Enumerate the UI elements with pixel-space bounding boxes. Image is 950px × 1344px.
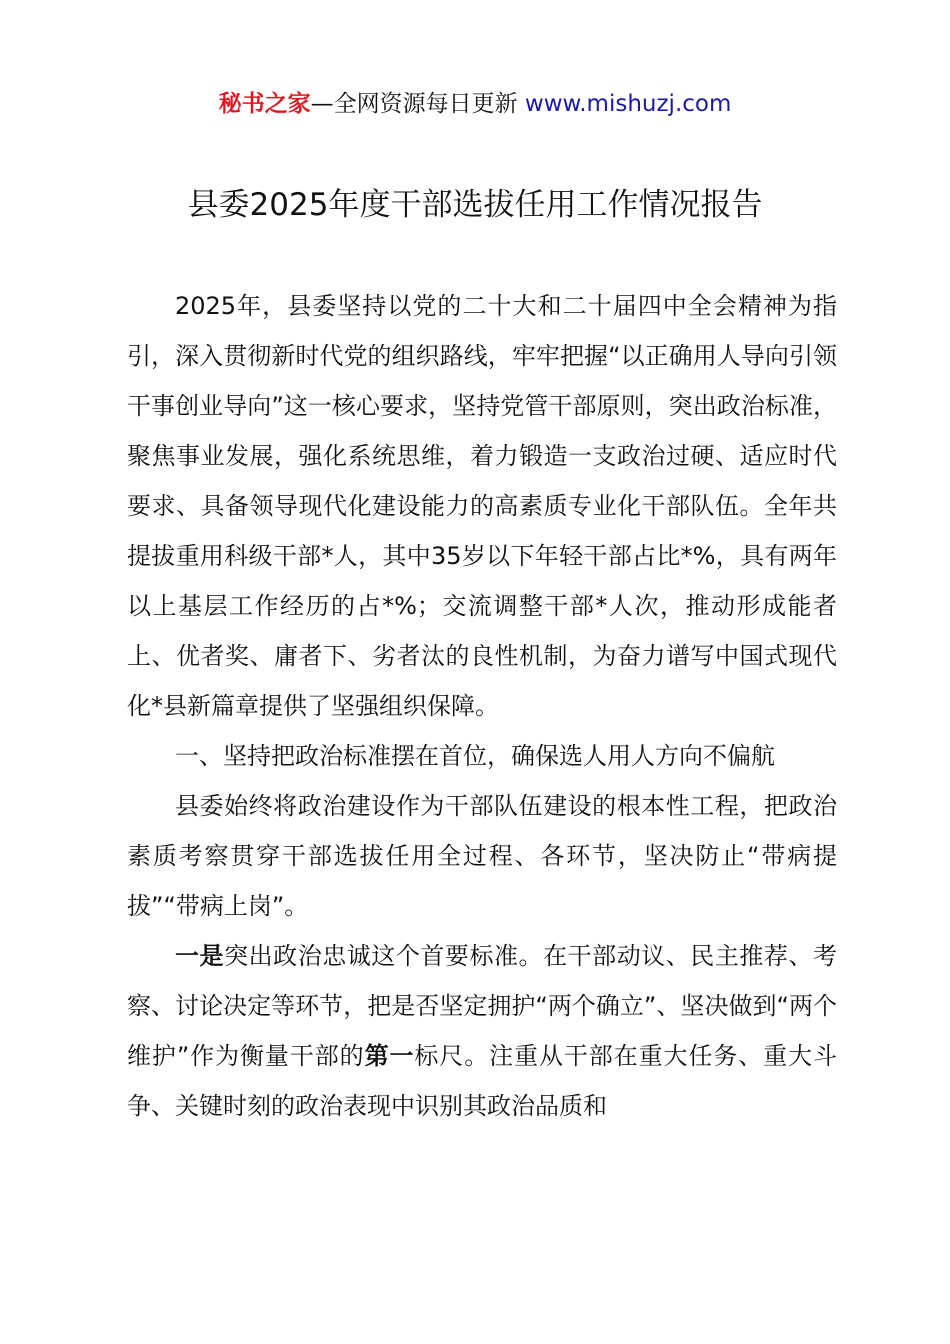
document-body xyxy=(127,281,837,1131)
document-title: 县委2025年度干部选拔任用工作情况报告 xyxy=(187,187,763,223)
site-url-link[interactable]: www.mishuzj.com xyxy=(524,91,732,117)
point-1-emphasis: 第一 xyxy=(364,1042,415,1070)
section-1-paragraph: 县委始终将政治建设作为干部队伍建设的根本性工程，把政治素质考察贯穿干部选拔任用全过程、各环节，坚决防止“带病提拔”“带病上岗”。 xyxy=(127,792,837,920)
brand-name: 秘书之家 xyxy=(218,91,311,117)
point-1-text-a: 突出政治忠诚这个首要标准。在干部动议、民主推荐、考察、讨论决定等环节，把是否坚定拥护“两个确立”、坚决做到“两个维护”作为衡量干部的 xyxy=(127,942,837,1070)
section-1-heading: 一、坚持把政治标准摆在首位，确保选人用人方向不偏航 xyxy=(175,742,775,770)
point-1-paragraph xyxy=(127,931,837,1131)
site-header xyxy=(0,88,950,120)
intro-paragraph: 2025年，县委坚持以党的二十大和二十届四中全会精神为指引，深入贯彻新时代党的组织路线，牢牢把握“以正确用人导向引领干事创业导向”这一核心要求，坚持党管干部原则，突出政治标准，聚焦事业发展，强化系统思维，着力锻造一支政治过硬、适应时代要求、具备领导现代化建设能力的高素质专业化干部队伍。全年共提拔重用科级干部*人，其中35岁以下年轻干部占比*%，具有两年以上基层工作经历的占*%；交流调整干部*人次，推动形成能者上、优者奖、庸者下、劣者汰的良性机制，为奋力谱写中国式现代化*县新篇章提供了坚强组织保障。 xyxy=(127,292,837,720)
point-1-lead: 一是 xyxy=(175,942,225,970)
header-tagline: —全网资源每日更新 xyxy=(310,91,525,117)
point-1-text-b: 标尺。注重从干部在重大任务、重大斗争、关键时刻的政治表现中识别其政治品质和 xyxy=(127,1042,837,1120)
